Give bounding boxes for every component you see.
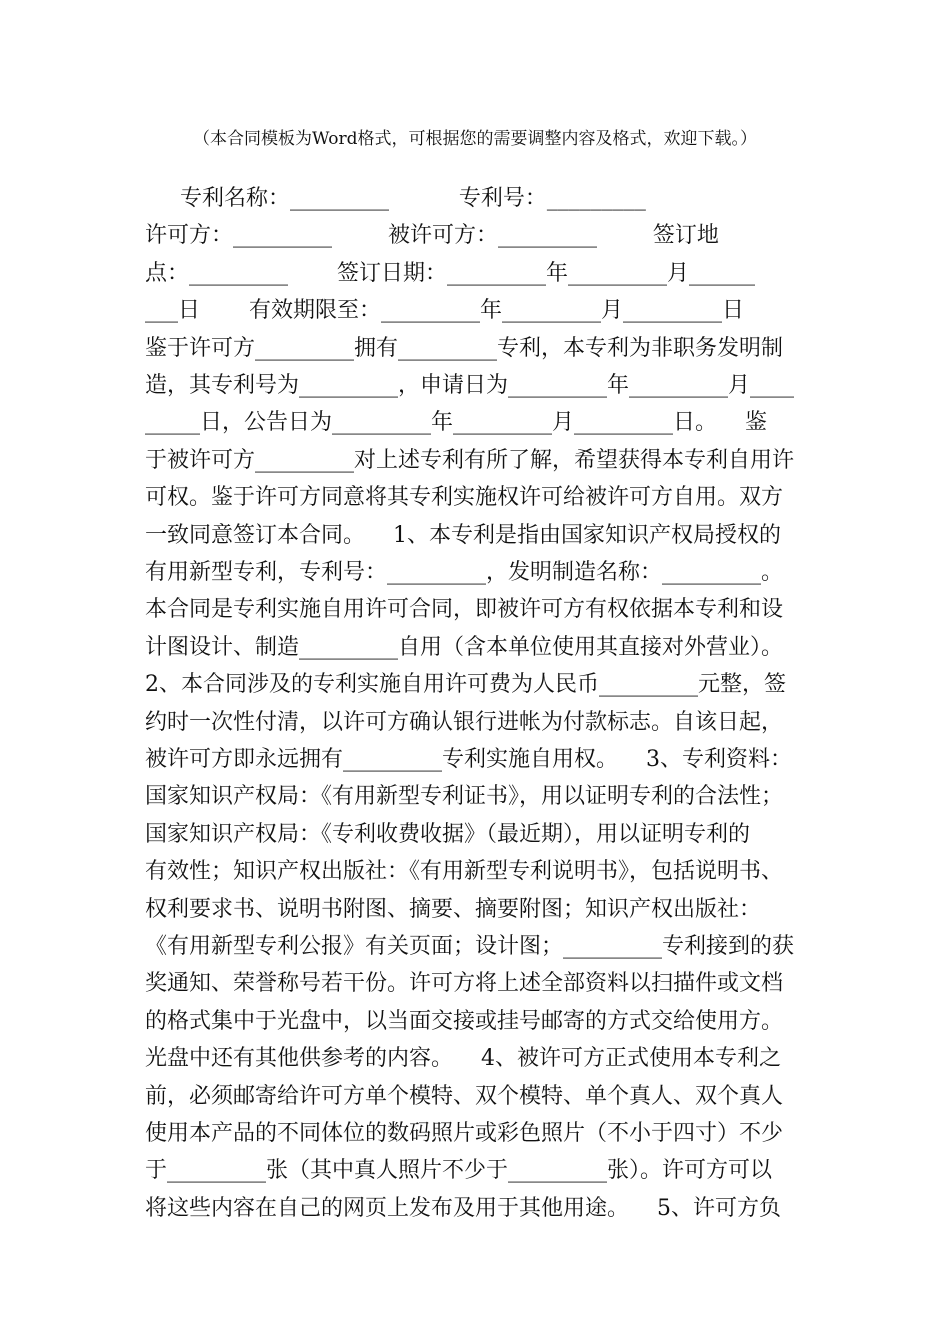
contract-line: 点：_________ 签订日期：_________年_________月______	[145, 260, 755, 286]
contract-line: ___日 有效期限至：_________年_________月_________日	[145, 298, 744, 324]
contract-line: 可权。鉴于许可方同意将其专利实施权许可给被许可方自用。双方	[145, 485, 784, 511]
contract-line: 计图设计、制造_________自用（含本单位使用其直接对外营业）。	[145, 634, 784, 660]
contract-line: 前，必须邮寄给许可方单个模特、双个模特、单个真人、双个真人	[145, 1083, 784, 1109]
contract-line: 专利名称：_________ 专利号：_________	[145, 186, 646, 211]
contract-line: 许可方：_________ 被许可方：_________ 签订地	[145, 223, 719, 249]
contract-line: 权利要求书、说明书附图、摘要、摘要附图；知识产权出版社：	[145, 896, 762, 922]
contract-line: 《有用新型专利公报》有关页面；设计图；_________专利接到的获	[145, 934, 795, 959]
template-note: （本合同模板为Word格式，可根据您的需要调整内容及格式，欢迎下载。）	[192, 129, 758, 149]
contract-line: 光盘中还有其他供参考的内容。 4、被许可方正式使用本专利之	[145, 1046, 781, 1072]
contract-line: 的格式集中于光盘中，以当面交接或挂号邮寄的方式交给使用方。	[145, 1008, 784, 1034]
contract-line: 2、本合同涉及的专利实施自用许可费为人民币_________元整，签	[145, 672, 786, 698]
contract-line: 于_________张（其中真人照片不少于_________张）。许可方可以	[145, 1158, 773, 1184]
contract-line: 奖通知、荣誉称号若干份。许可方将上述全部资料以扫描件或文档	[145, 971, 784, 997]
contract-line: 使用本产品的不同体位的数码照片或彩色照片（不小于四寸）不少	[145, 1121, 784, 1146]
contract-line: 一致同意签订本合同。 1、本专利是指由国家知识产权局授权的	[145, 522, 781, 548]
contract-line: 约时一次性付清，以许可方确认银行进帐为付款标志。自该日起，	[145, 709, 784, 735]
contract-line: 将这些内容在自己的网页上发布及用于其他用途。 5、许可方负	[145, 1195, 781, 1221]
contract-line: 于被许可方_________对上述专利有所了解，希望获得本专利自用许	[145, 447, 795, 473]
contract-line: _____日，公告日为_________年_________月_________日。 鉴	[145, 410, 767, 436]
contract-line: 国家知识产权局：《专利收费收据》（最近期），用以证明专利的	[145, 821, 751, 847]
contract-line: 有效性；知识产权出版社：《有用新型专利说明书》，包括说明书、	[145, 859, 784, 885]
contract-line: 有用新型专利，专利号：_________，发明制造名称：_________。	[145, 560, 784, 585]
contract-line: 国家知识产权局：《有用新型专利证书》，用以证明专利的合法性；	[145, 784, 784, 810]
contract-line: 被许可方即永远拥有_________专利实施自用权。 3、专利资料：	[145, 747, 792, 772]
contract-line: 鉴于许可方_________拥有_________专利，本专利为非职务发明制	[145, 335, 784, 361]
contract-line: 造，其专利号为_________，申请日为_________年_________月____	[145, 373, 795, 398]
contract-line: 本合同是专利实施自用许可合同，即被许可方有权依据本专利和设	[145, 597, 784, 623]
